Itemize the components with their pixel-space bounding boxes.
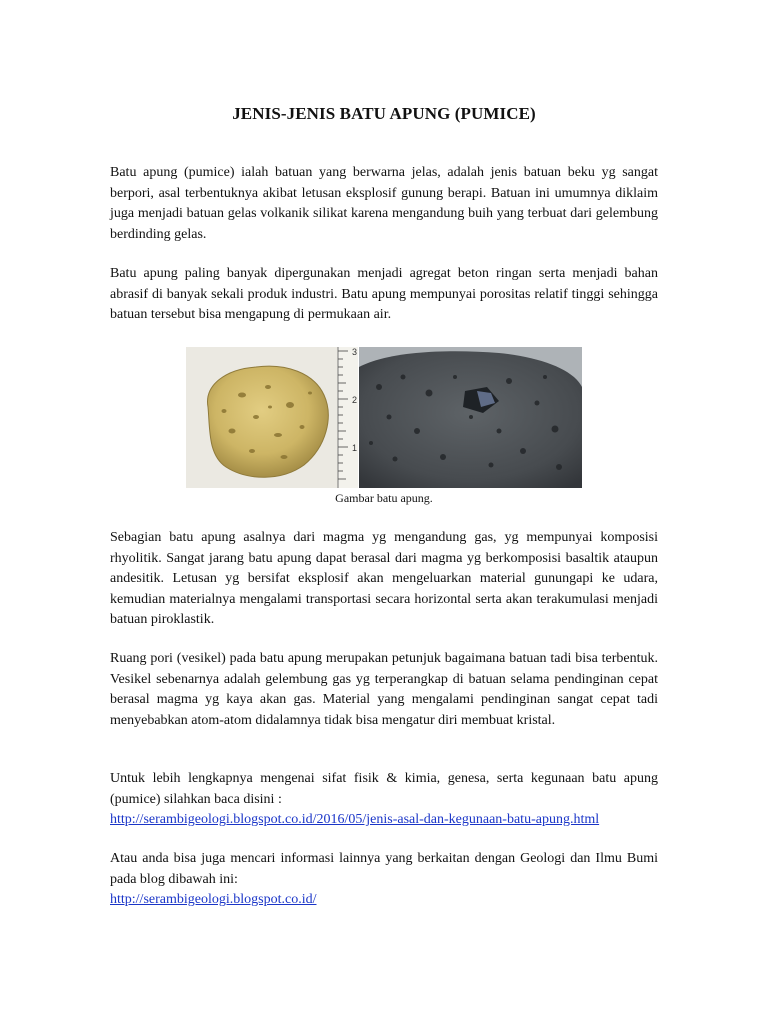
pumice-figure xyxy=(186,347,582,488)
scale-label-2: 2 xyxy=(352,395,358,405)
blog-link[interactable]: http://serambigeologi.blogspot.co.id/ xyxy=(110,892,317,908)
more-info-text: Untuk lebih lengkapnya mengenai sifat fisik & kimia, genesa, serta kegunaan batu apung (pumice) silahkan baca disini : xyxy=(110,771,658,807)
paragraph-vesicles: Ruang pori (vesikel) pada batu apung merupakan petunjuk bagaimana batuan tadi bisa terbentuk. Vesikel sebenarnya adalah gelembung gas yg terperangkap di batuan selama pendinginan cepat berasal magma yg kaya akan gas. Material yang mengalami pendinginan sangat cepat tadi menyebabkan atom-atom didalamnya tidak bisa mengatur diri membuat kristal. xyxy=(110,651,658,728)
paragraph-definition: Batu apung (pumice) ialah batuan yang berwarna jelas, adalah jenis batuan beku yg sangat berpori, asal terbentuknya akibat letusan eksplosif gunung berapi. Batuan ini umumnya diklaim juga menjadi batuan gelas volkanik silikat karena mengandung buih yang terbuat dari gelembung berdinding gelas. xyxy=(110,165,658,242)
article-link[interactable]: http://serambigeologi.blogspot.co.id/2016/05/jenis-asal-dan-kegunaan-batu-apung.html xyxy=(110,812,600,828)
scale-label-1: 1 xyxy=(352,443,358,453)
blog-text: Atau anda bisa juga mencari informasi lainnya yang berkaitan dengan Geologi dan Ilmu Bumi pada blog dibawah ini: xyxy=(110,851,658,887)
paragraph-origin: Sebagian batu apung asalnya dari magma yg mengandung gas, yg mempunyai komposisi rhyolitik. Sangat jarang batu apung dapat berasal dari magma yg berkomposisi basaltik ataupun andesitik. Letusan yg bersifat eksplosif akan mengeluarkan material gunungapi ke udara, kemudian materialnya mengalami transportasi secara horizontal serta akan terakumulasi menjadi batuan piroklastik. xyxy=(110,530,658,628)
paragraph-blog xyxy=(110,849,658,911)
paragraph-more-info xyxy=(110,769,658,831)
scale-label-3: 3 xyxy=(352,347,358,357)
paragraph-uses: Batu apung paling banyak dipergunakan menjadi agregat beton ringan serta menjadi bahan abrasif di banyak sekali produk industri. Batu apung mempunyai porositas relatif tinggi sehingga batuan tersebut bisa mengapung di permukaan air. xyxy=(110,266,658,323)
page-title: JENIS-JENIS BATU APUNG (PUMICE) xyxy=(232,104,536,123)
pumice-dark-photo xyxy=(359,347,582,488)
pumice-light-photo xyxy=(186,347,358,488)
figure-caption: Gambar batu apung. xyxy=(335,491,433,505)
